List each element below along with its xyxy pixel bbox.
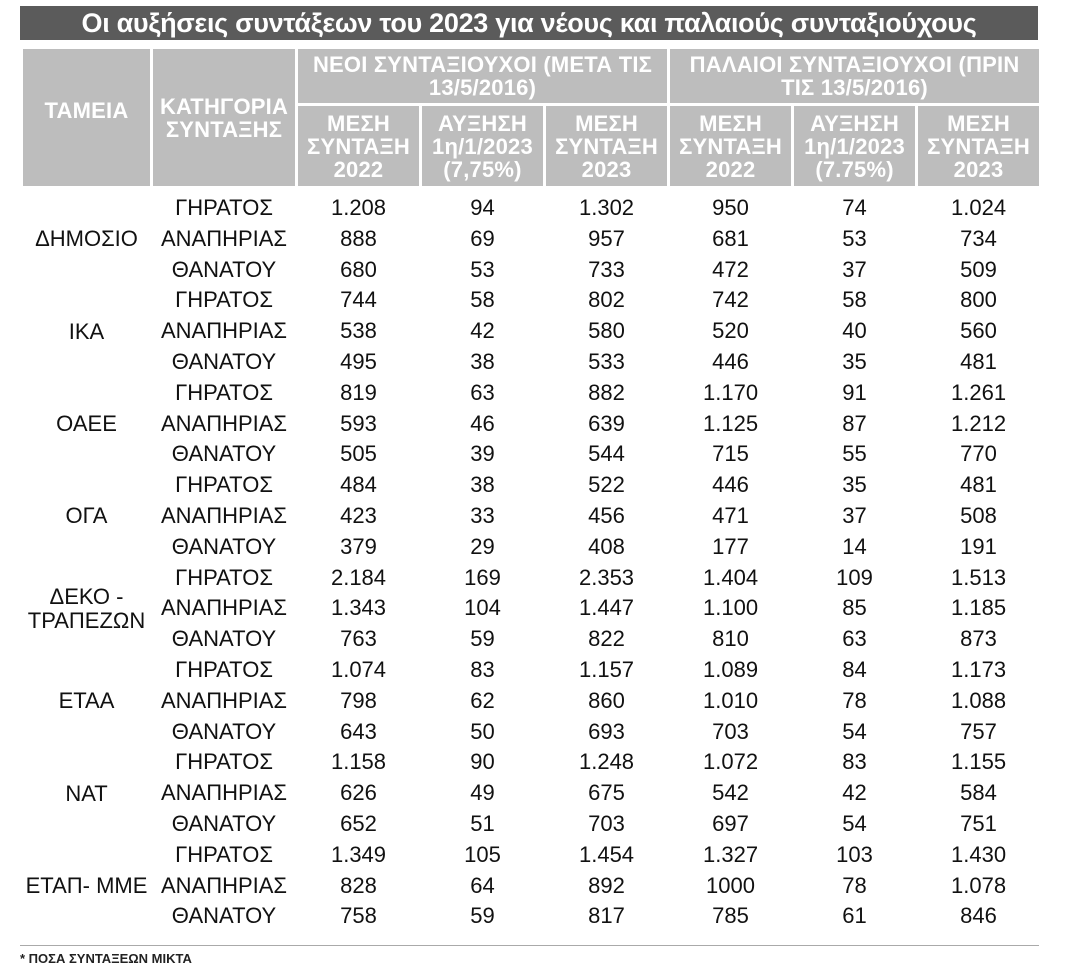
category-cell: ΓΗΡΑΤΟΣ bbox=[175, 379, 273, 405]
value-cell: 471 bbox=[712, 502, 749, 528]
divider bbox=[20, 945, 1039, 946]
value-cell: 38 bbox=[470, 472, 495, 498]
value-cell: 94 bbox=[470, 195, 495, 220]
value-cell: 2.353 bbox=[578, 564, 635, 590]
value-cell: 1.349 bbox=[330, 841, 387, 867]
header-new-avg-2023: ΜΕΣΗ ΣΥΝΤΑΞΗ 2023 bbox=[545, 105, 669, 188]
value-cell: 822 bbox=[588, 626, 625, 652]
value-cell: 91 bbox=[842, 379, 867, 405]
value-cell: 69 bbox=[470, 225, 495, 251]
value-cell: 37 bbox=[842, 502, 867, 528]
category-cell: ΘΑΝΑΤΟΥ bbox=[171, 626, 277, 652]
value-cell: 50 bbox=[470, 718, 495, 744]
category-cell: ΓΗΡΑΤΟΣ bbox=[175, 656, 273, 682]
value-cell: 1.088 bbox=[951, 687, 1007, 713]
table-row bbox=[22, 316, 1041, 347]
table-row bbox=[22, 347, 1041, 378]
category-cell: ΑΝΑΠΗΡΙΑΣ bbox=[160, 318, 288, 344]
value-cell: 84 bbox=[842, 656, 867, 682]
table-row bbox=[22, 717, 1041, 748]
fund-name: ΝΑΤ bbox=[65, 780, 108, 806]
value-cell: 680 bbox=[340, 256, 377, 282]
value-cell: 35 bbox=[842, 472, 867, 498]
value-cell: 58 bbox=[842, 287, 867, 313]
value-cell: 860 bbox=[588, 687, 625, 713]
header-category: ΚΑΤΗΓΟΡΙΑ ΣΥΝΤΑΞΗΣ bbox=[152, 48, 297, 188]
table-row bbox=[22, 255, 1041, 286]
value-cell: 64 bbox=[470, 872, 495, 898]
value-cell: 810 bbox=[712, 626, 749, 652]
value-cell: 957 bbox=[588, 225, 625, 251]
value-cell: 62 bbox=[470, 687, 495, 713]
value-cell: 703 bbox=[712, 718, 749, 744]
value-cell: 446 bbox=[712, 348, 749, 374]
value-cell: 1.157 bbox=[578, 656, 635, 682]
value-cell: 1000 bbox=[706, 872, 755, 898]
value-cell: 38 bbox=[470, 348, 495, 374]
value-cell: 63 bbox=[470, 379, 495, 405]
value-cell: 51 bbox=[470, 810, 495, 836]
value-cell: 61 bbox=[842, 903, 867, 929]
value-cell: 54 bbox=[842, 810, 867, 836]
value-cell: 584 bbox=[960, 780, 997, 806]
value-cell: 643 bbox=[340, 718, 377, 744]
value-cell: 1.430 bbox=[951, 841, 1007, 867]
value-cell: 54 bbox=[842, 718, 867, 744]
value-cell: 1.212 bbox=[951, 410, 1007, 436]
table-row bbox=[22, 224, 1041, 255]
table-row bbox=[22, 840, 1041, 871]
value-cell: 1.454 bbox=[578, 841, 635, 867]
value-cell: 456 bbox=[588, 502, 625, 528]
value-cell: 593 bbox=[340, 410, 377, 436]
value-cell: 1.074 bbox=[330, 656, 387, 682]
value-cell: 78 bbox=[842, 687, 867, 713]
value-cell: 733 bbox=[588, 256, 625, 282]
category-cell: ΓΗΡΑΤΟΣ bbox=[175, 564, 273, 590]
value-cell: 484 bbox=[340, 472, 377, 498]
table-row bbox=[22, 809, 1041, 840]
table-header bbox=[22, 48, 1041, 188]
fund-name: ΔΗΜΟΣΙΟ bbox=[35, 226, 138, 252]
value-cell: 758 bbox=[340, 903, 377, 929]
value-cell: 1.208 bbox=[330, 195, 387, 220]
header-fund: ΤΑΜΕΙΑ bbox=[22, 48, 152, 188]
value-cell: 1.261 bbox=[951, 379, 1007, 405]
value-cell: 29 bbox=[470, 533, 495, 559]
value-cell: 533 bbox=[588, 348, 625, 374]
table-row bbox=[22, 686, 1041, 717]
table-row bbox=[22, 624, 1041, 655]
value-cell: 472 bbox=[712, 256, 749, 282]
category-cell: ΑΝΑΠΗΡΙΑΣ bbox=[160, 872, 288, 898]
value-cell: 1.447 bbox=[578, 595, 635, 621]
value-cell: 744 bbox=[340, 287, 377, 313]
value-cell: 1.010 bbox=[703, 687, 759, 713]
value-cell: 1.302 bbox=[578, 195, 635, 220]
value-cell: 191 bbox=[960, 533, 997, 559]
value-cell: 58 bbox=[470, 287, 495, 313]
table-row bbox=[22, 378, 1041, 409]
value-cell: 481 bbox=[960, 472, 997, 498]
value-cell: 802 bbox=[588, 287, 625, 313]
value-cell: 828 bbox=[340, 872, 377, 898]
value-cell: 103 bbox=[836, 841, 873, 867]
value-cell: 42 bbox=[470, 318, 495, 344]
value-cell: 763 bbox=[340, 626, 377, 652]
table-title: Οι αυξήσεις συντάξεων του 2023 για νέους και παλαιούς συνταξιούχους bbox=[20, 6, 1038, 40]
value-cell: 1.100 bbox=[703, 595, 759, 621]
value-cell: 715 bbox=[712, 441, 749, 467]
value-cell: 639 bbox=[588, 410, 625, 436]
value-cell: 681 bbox=[712, 225, 749, 251]
value-cell: 1.170 bbox=[703, 379, 759, 405]
value-cell: 734 bbox=[960, 225, 997, 251]
value-cell: 520 bbox=[712, 318, 749, 344]
value-cell: 53 bbox=[842, 225, 867, 251]
footnote: * ΠΟΣΑ ΣΥΝΤΑΞΕΩΝ ΜΙΚΤΑ bbox=[20, 951, 192, 966]
fund-name: ΙΚΑ bbox=[68, 318, 105, 344]
value-cell: 90 bbox=[470, 749, 495, 775]
table-row bbox=[22, 532, 1041, 563]
value-cell: 819 bbox=[340, 379, 377, 405]
value-cell: 423 bbox=[340, 502, 377, 528]
value-cell: 542 bbox=[712, 780, 749, 806]
value-cell: 1.078 bbox=[951, 872, 1007, 898]
fund-name: ΟΓΑ bbox=[65, 503, 108, 529]
value-cell: 1.089 bbox=[703, 656, 759, 682]
table-row bbox=[22, 470, 1041, 501]
value-cell: 1.125 bbox=[703, 410, 759, 436]
table-row bbox=[22, 188, 1041, 224]
category-cell: ΘΑΝΑΤΟΥ bbox=[171, 718, 277, 744]
pension-table bbox=[20, 46, 1042, 932]
value-cell: 33 bbox=[470, 502, 495, 528]
value-cell: 14 bbox=[842, 533, 867, 559]
value-cell: 785 bbox=[712, 903, 749, 929]
header-new-avg-2022: ΜΕΣΗ ΣΥΝΤΑΞΗ 2022 bbox=[297, 105, 421, 188]
value-cell: 1.327 bbox=[703, 841, 759, 867]
value-cell: 85 bbox=[842, 595, 867, 621]
value-cell: 1.513 bbox=[951, 564, 1007, 590]
category-cell: ΘΑΝΑΤΟΥ bbox=[171, 348, 277, 374]
value-cell: 508 bbox=[960, 502, 997, 528]
value-cell: 757 bbox=[960, 718, 997, 744]
table-row bbox=[22, 439, 1041, 470]
table-row bbox=[22, 655, 1041, 686]
category-cell: ΓΗΡΑΤΟΣ bbox=[175, 472, 273, 498]
value-cell: 2.184 bbox=[330, 564, 387, 590]
category-cell: ΓΗΡΑΤΟΣ bbox=[175, 195, 273, 220]
header-old-avg-2023: ΜΕΣΗ ΣΥΝΤΑΞΗ 2023 bbox=[917, 105, 1041, 188]
value-cell: 1.158 bbox=[330, 749, 387, 775]
table-row bbox=[22, 778, 1041, 809]
value-cell: 742 bbox=[712, 287, 749, 313]
category-cell: ΑΝΑΠΗΡΙΑΣ bbox=[160, 595, 288, 621]
category-cell: ΘΑΝΑΤΟΥ bbox=[171, 256, 277, 282]
value-cell: 693 bbox=[588, 718, 625, 744]
value-cell: 105 bbox=[464, 841, 501, 867]
value-cell: 522 bbox=[588, 472, 625, 498]
value-cell: 703 bbox=[588, 810, 625, 836]
fund-name: ΟΑΕΕ bbox=[56, 410, 117, 436]
table-row bbox=[22, 901, 1041, 932]
value-cell: 63 bbox=[842, 626, 867, 652]
value-cell: 770 bbox=[960, 441, 997, 467]
table-row bbox=[22, 747, 1041, 778]
category-cell: ΑΝΑΠΗΡΙΑΣ bbox=[160, 225, 288, 251]
table-row bbox=[22, 593, 1041, 624]
value-cell: 1.248 bbox=[578, 749, 635, 775]
value-cell: 538 bbox=[340, 318, 377, 344]
value-cell: 40 bbox=[842, 318, 867, 344]
value-cell: 481 bbox=[960, 348, 997, 374]
value-cell: 626 bbox=[340, 780, 377, 806]
value-cell: 800 bbox=[960, 287, 997, 313]
category-cell: ΑΝΑΠΗΡΙΑΣ bbox=[160, 502, 288, 528]
header-new-increase: ΑΥΞΗΣΗ 1η/1/2023 (7,75%) bbox=[421, 105, 545, 188]
value-cell: 59 bbox=[470, 903, 495, 929]
value-cell: 1.404 bbox=[703, 564, 759, 590]
table-row bbox=[22, 563, 1041, 594]
value-cell: 892 bbox=[588, 872, 625, 898]
value-cell: 74 bbox=[842, 195, 867, 220]
value-cell: 882 bbox=[588, 379, 625, 405]
category-cell: ΑΝΑΠΗΡΙΑΣ bbox=[160, 410, 288, 436]
value-cell: 35 bbox=[842, 348, 867, 374]
category-cell: ΓΗΡΑΤΟΣ bbox=[175, 749, 273, 775]
category-cell: ΓΗΡΑΤΟΣ bbox=[175, 841, 273, 867]
value-cell: 46 bbox=[470, 410, 495, 436]
table-row bbox=[22, 871, 1041, 902]
value-cell: 446 bbox=[712, 472, 749, 498]
table-body bbox=[22, 188, 1041, 933]
table-row bbox=[22, 285, 1041, 316]
value-cell: 495 bbox=[340, 348, 377, 374]
value-cell: 560 bbox=[960, 318, 997, 344]
header-old-pensioners: ΠΑΛΑΙΟΙ ΣΥΝΤΑΞΙΟΥΧΟΙ (ΠΡΙΝ ΤΙΣ 13/5/2016) bbox=[669, 48, 1041, 105]
value-cell: 39 bbox=[470, 441, 495, 467]
value-cell: 751 bbox=[960, 810, 997, 836]
value-cell: 1.343 bbox=[330, 595, 387, 621]
table-row bbox=[22, 501, 1041, 532]
header-old-increase: ΑΥΞΗΣΗ 1η/1/2023 (7.75%) bbox=[793, 105, 917, 188]
category-cell: ΘΑΝΑΤΟΥ bbox=[171, 441, 277, 467]
value-cell: 53 bbox=[470, 256, 495, 282]
value-cell: 42 bbox=[842, 780, 867, 806]
value-cell: 49 bbox=[470, 780, 495, 806]
value-cell: 873 bbox=[960, 626, 997, 652]
table-row bbox=[22, 409, 1041, 440]
value-cell: 104 bbox=[464, 595, 501, 621]
value-cell: 798 bbox=[340, 687, 377, 713]
value-cell: 675 bbox=[588, 780, 625, 806]
value-cell: 78 bbox=[842, 872, 867, 898]
fund-name: ΕΤΑΠ- ΜΜΕ bbox=[25, 872, 148, 898]
fund-name: ΔΕΚΟ - ΤΡΑΠΕΖΩΝ bbox=[27, 583, 146, 633]
category-cell: ΘΑΝΑΤΟΥ bbox=[171, 810, 277, 836]
value-cell: 1.185 bbox=[951, 595, 1007, 621]
value-cell: 83 bbox=[842, 749, 867, 775]
header-old-avg-2022: ΜΕΣΗ ΣΥΝΤΑΞΗ 2022 bbox=[669, 105, 793, 188]
value-cell: 846 bbox=[960, 903, 997, 929]
value-cell: 59 bbox=[470, 626, 495, 652]
category-cell: ΘΑΝΑΤΟΥ bbox=[171, 903, 277, 929]
value-cell: 1.072 bbox=[703, 749, 759, 775]
value-cell: 888 bbox=[340, 225, 377, 251]
value-cell: 408 bbox=[588, 533, 625, 559]
value-cell: 1.024 bbox=[951, 195, 1007, 220]
value-cell: 950 bbox=[712, 195, 749, 220]
value-cell: 1.173 bbox=[951, 656, 1007, 682]
value-cell: 509 bbox=[960, 256, 997, 282]
category-cell: ΓΗΡΑΤΟΣ bbox=[175, 287, 273, 313]
category-cell: ΑΝΑΠΗΡΙΑΣ bbox=[160, 780, 288, 806]
value-cell: 169 bbox=[464, 564, 501, 590]
value-cell: 37 bbox=[842, 256, 867, 282]
value-cell: 55 bbox=[842, 441, 867, 467]
value-cell: 1.155 bbox=[951, 749, 1007, 775]
value-cell: 83 bbox=[470, 656, 495, 682]
value-cell: 177 bbox=[712, 533, 749, 559]
value-cell: 544 bbox=[588, 441, 625, 467]
value-cell: 87 bbox=[842, 410, 867, 436]
value-cell: 109 bbox=[836, 564, 873, 590]
value-cell: 580 bbox=[588, 318, 625, 344]
value-cell: 817 bbox=[588, 903, 625, 929]
category-cell: ΘΑΝΑΤΟΥ bbox=[171, 533, 277, 559]
value-cell: 652 bbox=[340, 810, 377, 836]
value-cell: 505 bbox=[340, 441, 377, 467]
header-new-pensioners: ΝΕΟΙ ΣΥΝΤΑΞΙΟΥΧΟΙ (ΜΕΤΑ ΤΙΣ 13/5/2016) bbox=[297, 48, 669, 105]
value-cell: 379 bbox=[340, 533, 377, 559]
category-cell: ΑΝΑΠΗΡΙΑΣ bbox=[160, 687, 288, 713]
value-cell: 697 bbox=[712, 810, 749, 836]
fund-name: ΕΤΑΑ bbox=[58, 688, 115, 714]
